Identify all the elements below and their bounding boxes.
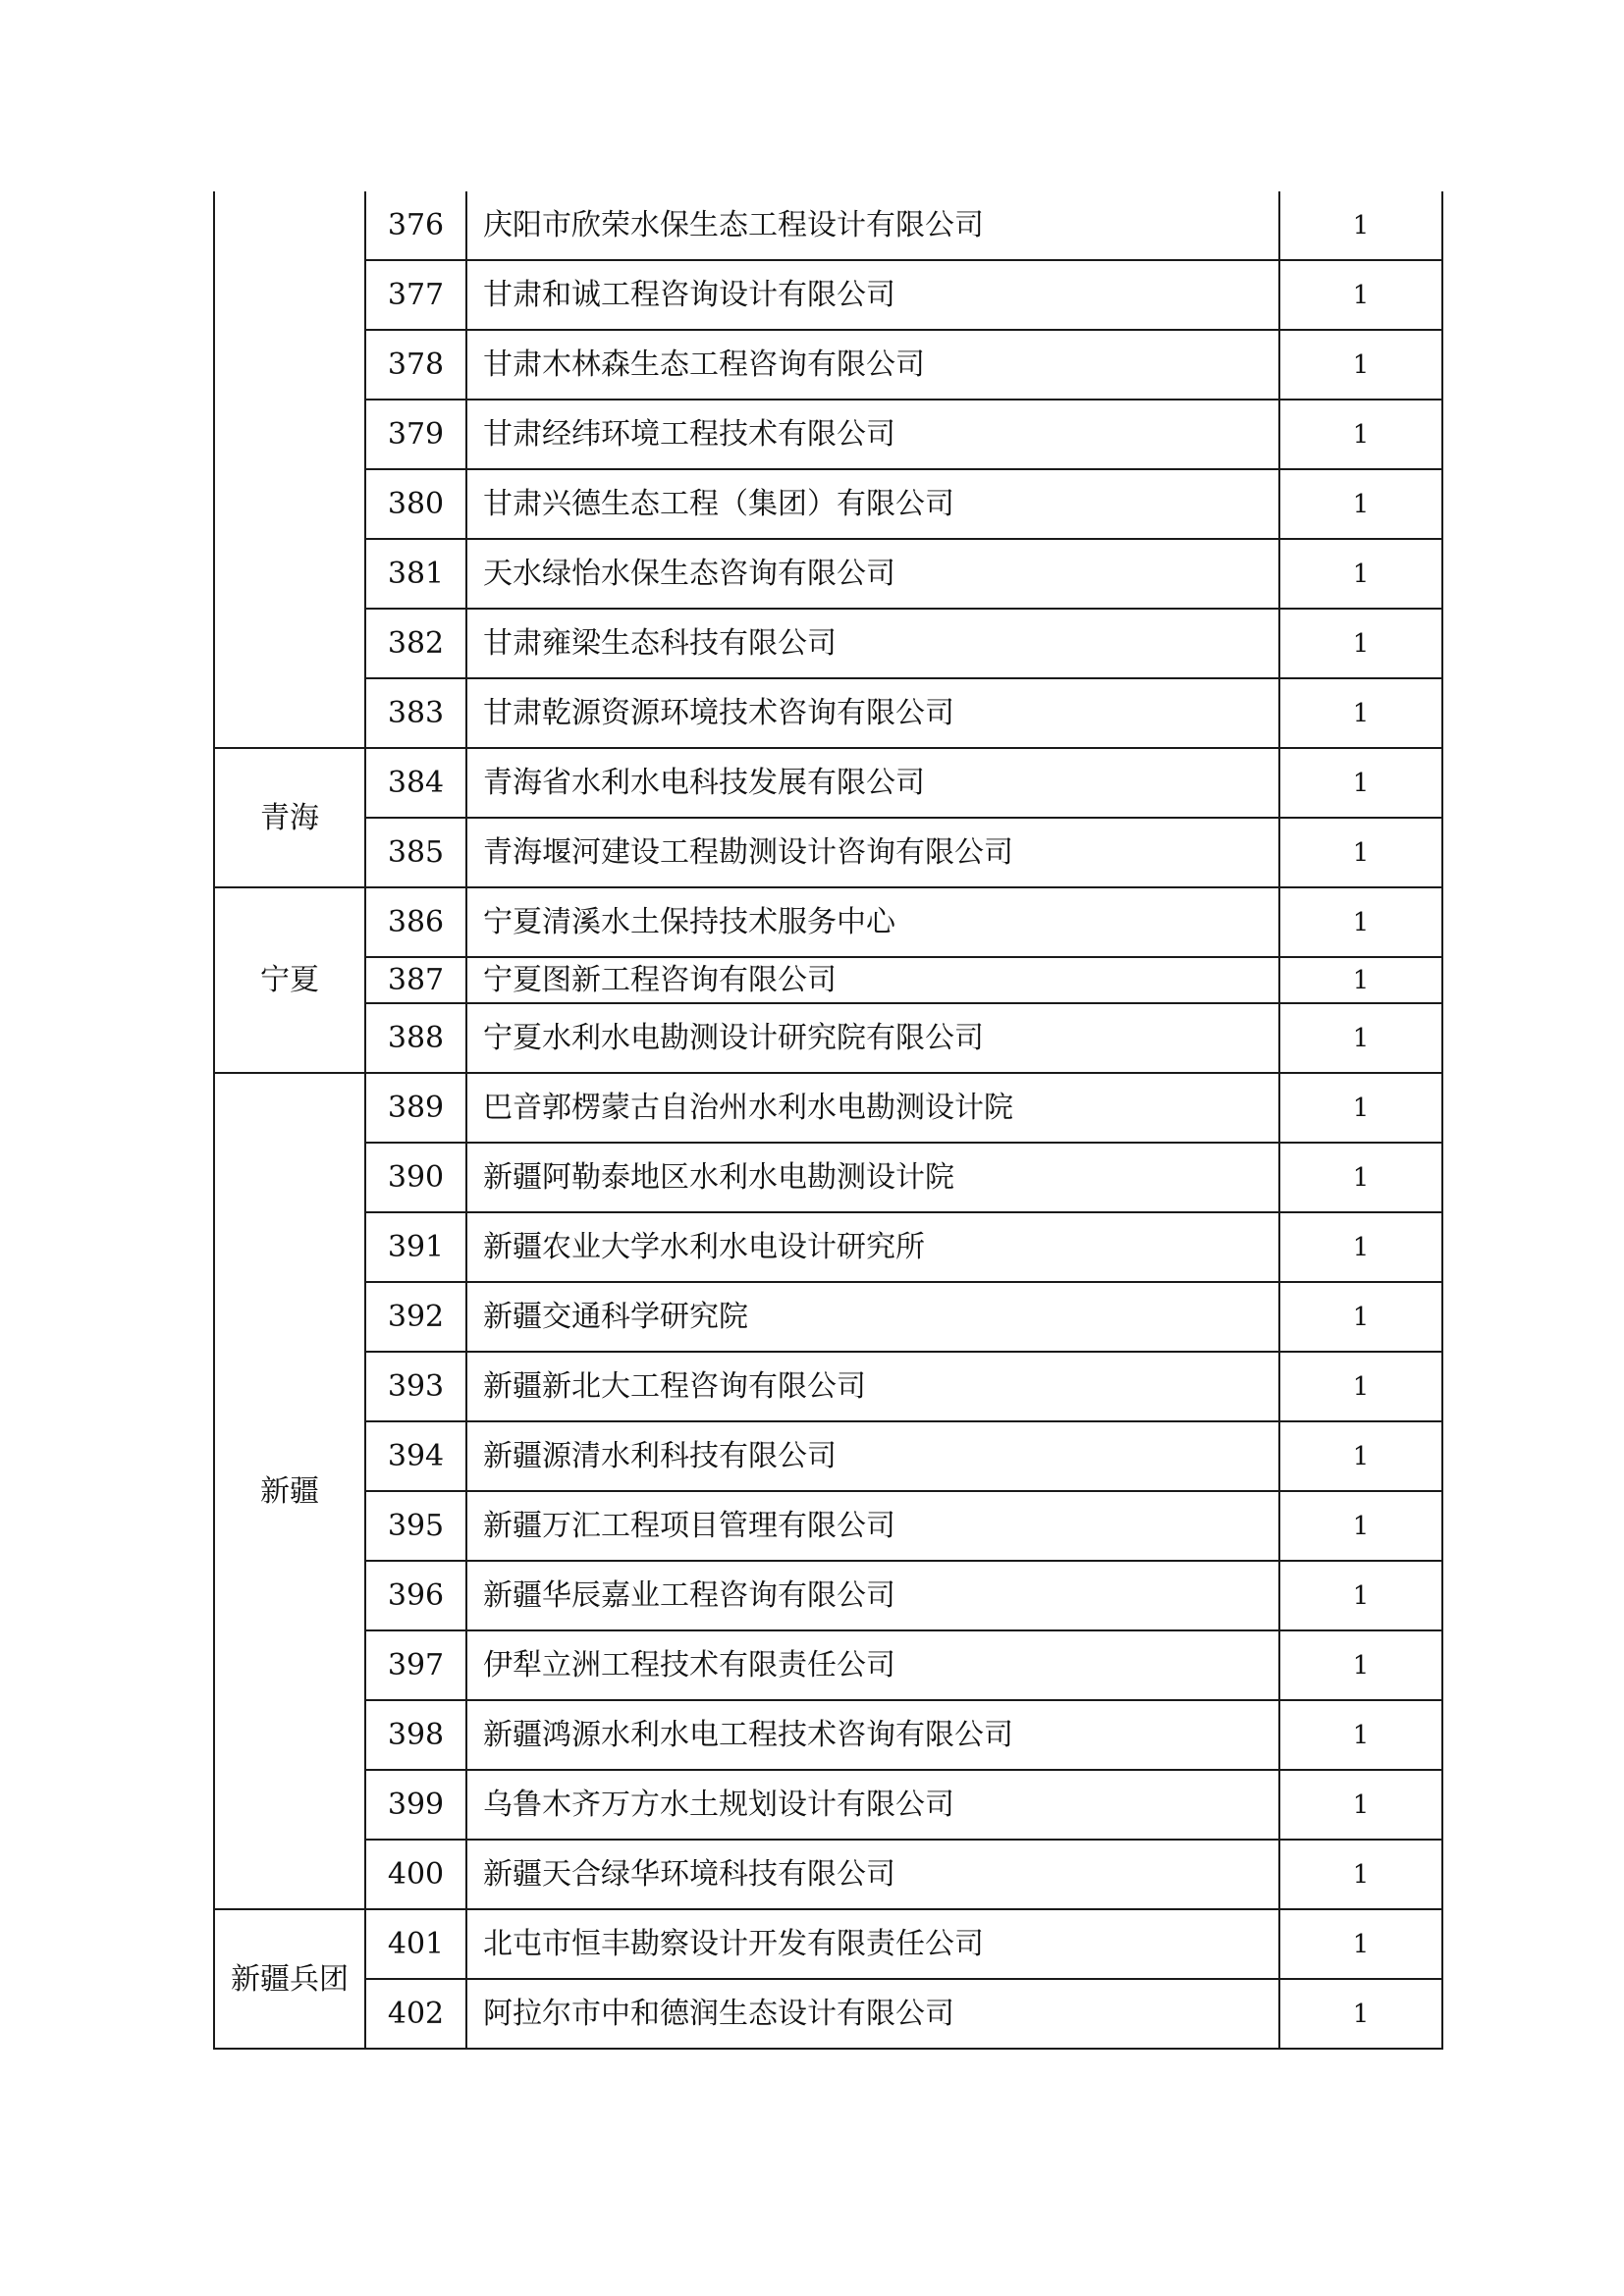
company-name: 新疆天合绿华环境科技有限公司 (466, 1840, 1279, 1909)
company-name: 青海省水利水电科技发展有限公司 (466, 748, 1279, 818)
row-number: 376 (365, 191, 466, 260)
row-number: 386 (365, 887, 466, 957)
count-cell: 1 (1279, 1421, 1442, 1491)
table-row (214, 1073, 1442, 1143)
region-cell: 新疆 (214, 1073, 365, 1909)
count-cell: 1 (1279, 330, 1442, 400)
count-cell: 1 (1279, 1003, 1442, 1073)
company-name: 甘肃木林森生态工程咨询有限公司 (466, 330, 1279, 400)
row-number: 384 (365, 748, 466, 818)
row-number: 392 (365, 1282, 466, 1352)
row-number: 402 (365, 1979, 466, 2049)
count-cell: 1 (1279, 1212, 1442, 1282)
company-name: 宁夏图新工程咨询有限公司 (466, 957, 1279, 1003)
table-row (214, 1700, 1442, 1770)
count-cell: 1 (1279, 1630, 1442, 1700)
count-cell: 1 (1279, 1909, 1442, 1979)
company-name: 甘肃乾源资源环境技术咨询有限公司 (466, 678, 1279, 748)
table-row (214, 678, 1442, 748)
table-row (214, 260, 1442, 330)
company-name: 北屯市恒丰勘察设计开发有限责任公司 (466, 1909, 1279, 1979)
row-number: 391 (365, 1212, 466, 1282)
row-number: 398 (365, 1700, 466, 1770)
table-row (214, 1561, 1442, 1630)
company-name: 甘肃雍梁生态科技有限公司 (466, 609, 1279, 678)
table-row (214, 609, 1442, 678)
count-cell: 1 (1279, 1352, 1442, 1421)
table-row (214, 469, 1442, 539)
company-list-table (213, 191, 1443, 2050)
table-row (214, 818, 1442, 887)
row-number: 393 (365, 1352, 466, 1421)
count-cell: 1 (1279, 400, 1442, 469)
row-number: 387 (365, 957, 466, 1003)
company-name: 庆阳市欣荣水保生态工程设计有限公司 (466, 191, 1279, 260)
table-row (214, 539, 1442, 609)
company-name: 宁夏清溪水土保持技术服务中心 (466, 887, 1279, 957)
count-cell: 1 (1279, 1143, 1442, 1212)
count-cell: 1 (1279, 1491, 1442, 1561)
company-name: 天水绿怡水保生态咨询有限公司 (466, 539, 1279, 609)
row-number: 390 (365, 1143, 466, 1212)
table-row (214, 957, 1442, 1003)
table-row (214, 1909, 1442, 1979)
row-number: 394 (365, 1421, 466, 1491)
count-cell: 1 (1279, 1840, 1442, 1909)
region-cell (214, 191, 365, 748)
table-row (214, 191, 1442, 260)
company-name: 新疆新北大工程咨询有限公司 (466, 1352, 1279, 1421)
table-row (214, 1491, 1442, 1561)
row-number: 380 (365, 469, 466, 539)
company-name: 乌鲁木齐万方水土规划设计有限公司 (466, 1770, 1279, 1840)
row-number: 395 (365, 1491, 466, 1561)
company-name: 宁夏水利水电勘测设计研究院有限公司 (466, 1003, 1279, 1073)
row-number: 377 (365, 260, 466, 330)
company-name: 新疆万汇工程项目管理有限公司 (466, 1491, 1279, 1561)
table-row (214, 1212, 1442, 1282)
company-name: 新疆交通科学研究院 (466, 1282, 1279, 1352)
row-number: 399 (365, 1770, 466, 1840)
count-cell: 1 (1279, 1700, 1442, 1770)
region-cell: 宁夏 (214, 887, 365, 1073)
table-row (214, 887, 1442, 957)
row-number: 378 (365, 330, 466, 400)
company-name: 新疆鸿源水利水电工程技术咨询有限公司 (466, 1700, 1279, 1770)
company-name: 甘肃兴德生态工程（集团）有限公司 (466, 469, 1279, 539)
row-number: 382 (365, 609, 466, 678)
count-cell: 1 (1279, 1073, 1442, 1143)
row-number: 401 (365, 1909, 466, 1979)
company-name: 甘肃和诚工程咨询设计有限公司 (466, 260, 1279, 330)
region-cell: 新疆兵团 (214, 1909, 365, 2049)
company-name: 新疆农业大学水利水电设计研究所 (466, 1212, 1279, 1282)
count-cell: 1 (1279, 191, 1442, 260)
table-row (214, 748, 1442, 818)
table-row (214, 1979, 1442, 2049)
table-row (214, 400, 1442, 469)
count-cell: 1 (1279, 678, 1442, 748)
row-number: 400 (365, 1840, 466, 1909)
count-cell: 1 (1279, 609, 1442, 678)
table-row (214, 1770, 1442, 1840)
company-name: 阿拉尔市中和德润生态设计有限公司 (466, 1979, 1279, 2049)
table-row (214, 1003, 1442, 1073)
region-cell: 青海 (214, 748, 365, 887)
row-number: 385 (365, 818, 466, 887)
count-cell: 1 (1279, 260, 1442, 330)
table-row (214, 1352, 1442, 1421)
table-row (214, 1421, 1442, 1491)
table-row (214, 330, 1442, 400)
row-number: 383 (365, 678, 466, 748)
count-cell: 1 (1279, 1770, 1442, 1840)
count-cell: 1 (1279, 818, 1442, 887)
count-cell: 1 (1279, 539, 1442, 609)
count-cell: 1 (1279, 469, 1442, 539)
company-name: 新疆源清水利科技有限公司 (466, 1421, 1279, 1491)
row-number: 396 (365, 1561, 466, 1630)
company-name: 青海堰河建设工程勘测设计咨询有限公司 (466, 818, 1279, 887)
table-row (214, 1282, 1442, 1352)
company-name: 甘肃经纬环境工程技术有限公司 (466, 400, 1279, 469)
count-cell: 1 (1279, 1282, 1442, 1352)
row-number: 388 (365, 1003, 466, 1073)
row-number: 381 (365, 539, 466, 609)
company-name: 新疆阿勒泰地区水利水电勘测设计院 (466, 1143, 1279, 1212)
count-cell: 1 (1279, 887, 1442, 957)
count-cell: 1 (1279, 957, 1442, 1003)
company-name: 巴音郭楞蒙古自治州水利水电勘测设计院 (466, 1073, 1279, 1143)
table-row (214, 1143, 1442, 1212)
row-number: 389 (365, 1073, 466, 1143)
row-number: 397 (365, 1630, 466, 1700)
count-cell: 1 (1279, 1561, 1442, 1630)
count-cell: 1 (1279, 1979, 1442, 2049)
row-number: 379 (365, 400, 466, 469)
table-row (214, 1840, 1442, 1909)
table-row (214, 1630, 1442, 1700)
company-name: 伊犁立洲工程技术有限责任公司 (466, 1630, 1279, 1700)
count-cell: 1 (1279, 748, 1442, 818)
company-name: 新疆华辰嘉业工程咨询有限公司 (466, 1561, 1279, 1630)
